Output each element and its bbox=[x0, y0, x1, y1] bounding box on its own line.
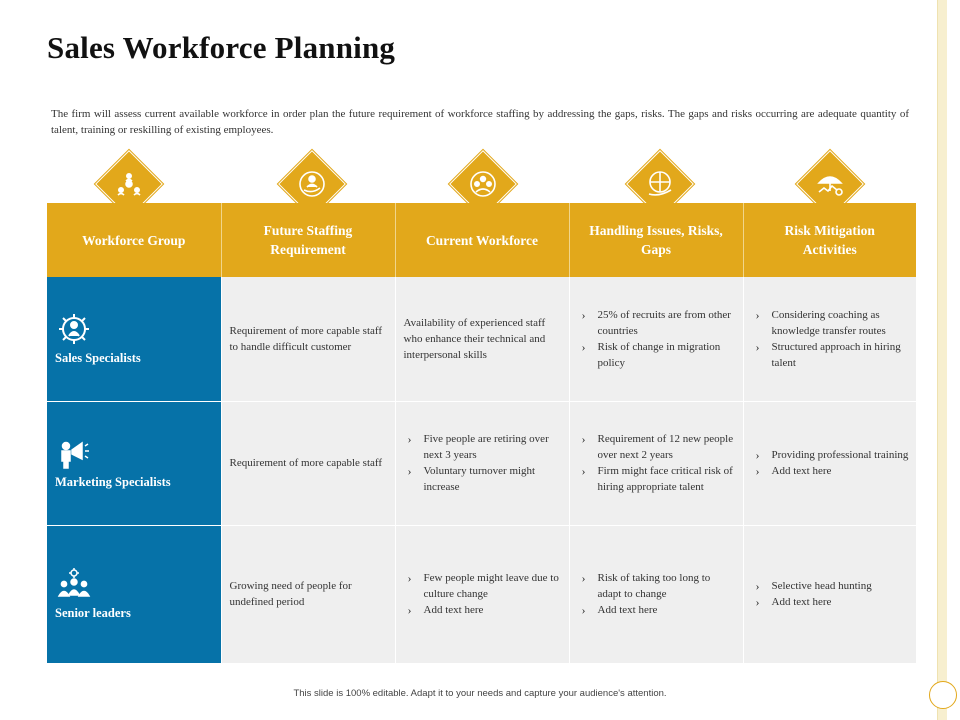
issues-cell bbox=[569, 277, 743, 401]
future-cell: Growing need of people for undefined period bbox=[221, 525, 395, 663]
group-cell bbox=[47, 525, 221, 663]
group-cell bbox=[47, 401, 221, 525]
header-handling-issues: Handling Issues, Risks, Gaps bbox=[569, 203, 743, 277]
side-decoration-bar bbox=[937, 0, 947, 720]
group-label: Marketing Specialists bbox=[55, 475, 171, 489]
corner-circle-decoration bbox=[929, 681, 957, 709]
list-item: › Add text here bbox=[752, 463, 911, 479]
list-item: › Few people might leave due to culture change bbox=[404, 570, 563, 602]
table-row bbox=[47, 525, 916, 663]
list-item: › Five people are retiring over next 3 years bbox=[404, 431, 563, 463]
intro-paragraph: The firm will assess current available workforce in order plan the future requirement of workforce staffing by addressing the gaps, risks. The gaps and risks occurring are adequate quantity of talent, training or reskilling of existing employees. bbox=[51, 108, 909, 136]
table-row bbox=[47, 277, 916, 401]
footer-note: This slide is 100% editable. Adapt it to your needs and capture your audience's attention. bbox=[293, 688, 667, 699]
list-item: › Add text here bbox=[752, 594, 911, 610]
table-row bbox=[47, 401, 916, 525]
list-item: › Add text here bbox=[404, 602, 563, 618]
list-item: › Requirement of 12 new people over next 2 years bbox=[578, 431, 737, 463]
mitigation-cell bbox=[743, 401, 916, 525]
header-future-staffing: Future Staffing Requirement bbox=[221, 203, 395, 277]
header-workforce-group: Workforce Group bbox=[47, 203, 221, 277]
list-item: › Voluntary turnover might increase bbox=[404, 463, 563, 495]
list-item: › Providing professional training bbox=[752, 447, 911, 463]
mitigation-cell bbox=[743, 277, 916, 401]
megaphone-person-icon bbox=[57, 436, 91, 470]
page-title: Sales Workforce Planning bbox=[47, 30, 396, 65]
list-item: › Structured approach in hiring talent bbox=[752, 339, 911, 371]
header-current-workforce: Current Workforce bbox=[395, 203, 569, 277]
current-cell bbox=[395, 525, 569, 663]
group-label: Senior leaders bbox=[55, 606, 131, 620]
list-item: › Risk of taking too long to adapt to change bbox=[578, 570, 737, 602]
group-label: Sales Specialists bbox=[55, 350, 141, 365]
current-cell bbox=[395, 401, 569, 525]
workforce-table bbox=[47, 203, 916, 664]
list-item: › Considering coaching as knowledge transfer routes bbox=[752, 307, 911, 339]
current-cell: Availability of experienced staff who enhance their technical and interpersonal skills bbox=[395, 277, 569, 401]
mitigation-cell bbox=[743, 525, 916, 663]
list-item: › Selective head hunting bbox=[752, 578, 911, 594]
list-item: › Risk of change in migration policy bbox=[578, 339, 737, 371]
table-header-row bbox=[47, 203, 916, 277]
header-risk-mitigation: Risk Mitigation Activities bbox=[743, 203, 916, 277]
future-cell: Requirement of more capable staff bbox=[221, 401, 395, 525]
issues-cell bbox=[569, 525, 743, 663]
future-cell: Requirement of more capable staff to handle difficult customer bbox=[221, 277, 395, 401]
list-item: › Add text here bbox=[578, 602, 737, 618]
gear-person-icon bbox=[57, 312, 91, 346]
list-item: › Firm might face critical risk of hiring appropriate talent bbox=[578, 463, 737, 495]
leader-team-icon bbox=[57, 567, 91, 601]
issues-cell bbox=[569, 401, 743, 525]
group-cell bbox=[47, 277, 221, 401]
list-item: › 25% of recruits are from other countries bbox=[578, 307, 737, 339]
